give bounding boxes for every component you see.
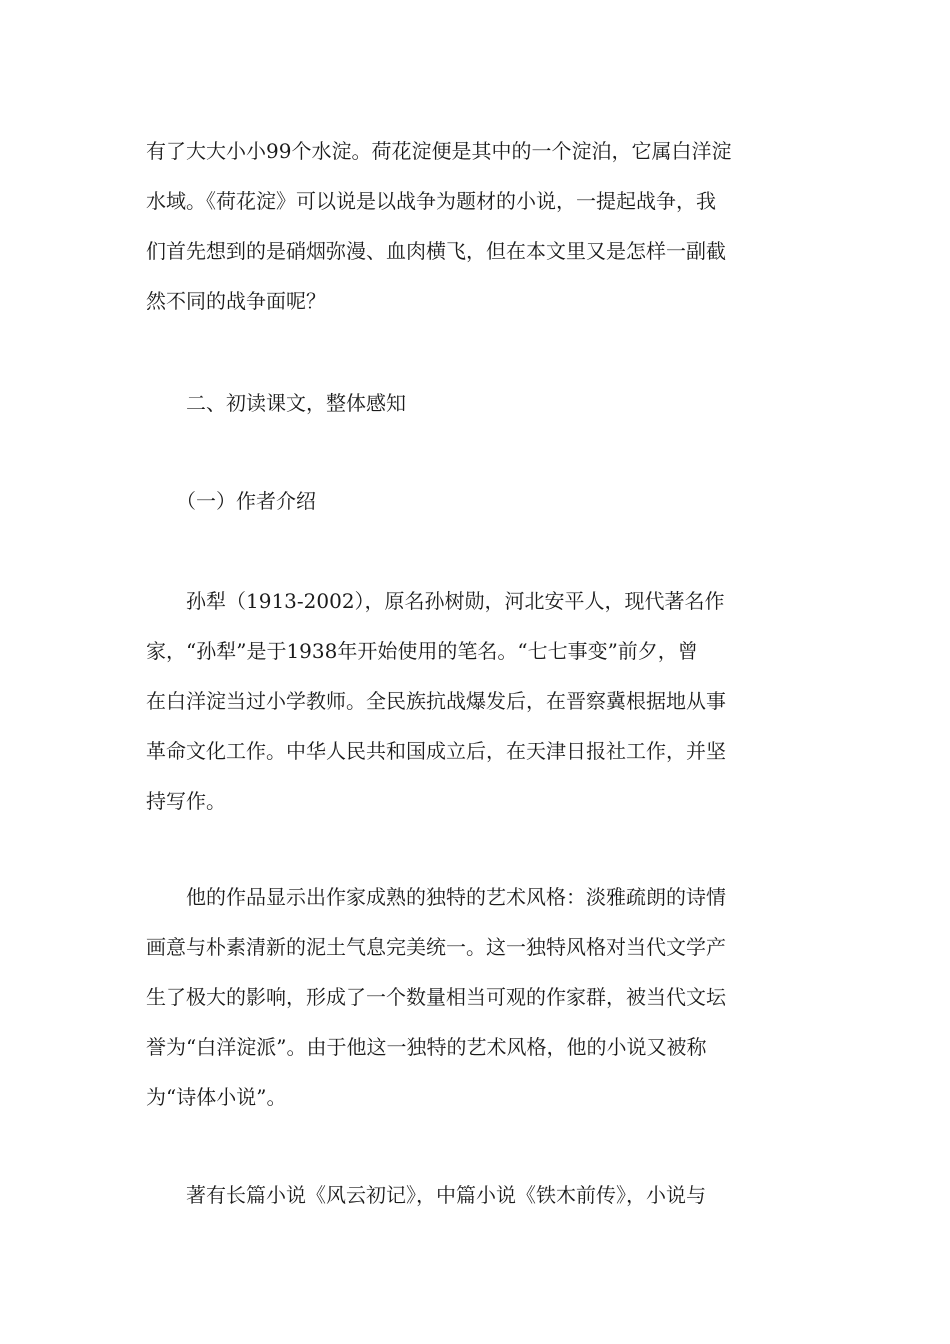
author-paragraph: 孙犁（1913-2002），原名孙树勋，河北安平人，现代著名作 家，“孙犁”是于1938年开始使用的笔名。“七七事变”前夕，曾 在白洋淀当过小学教师。全民族抗战爆发后，在晋察冀根据地从事 革命文化工作。中华人民共和国成立后，在天津日报社工作，并坚 持写作。	[146, 589, 726, 813]
intro-paragraph: 有了大大小小99个水淀。荷花淀便是其中的一个淀泊，它属白洋淀 水域。《荷花淀》可以说是以战争为题材的小说，一提起战争，我 们首先想到的是硝烟弥漫、血肉横飞，但在本文里又是怎样一副截 然不同的战争面呢？	[146, 139, 732, 313]
style-paragraph: 他的作品显示出作家成熟的独特的艺术风格：淡雅疏朗的诗情 画意与朴素清新的泥土气息完美统一。这一独特风格对当代文学产 生了极大的影响，形成了一个数量相当可观的作家群，被当代文坛 誉为“白洋淀派”。由于他这一独特的艺术风格，他的小说又被称 为“诗体小说”。	[146, 885, 726, 1109]
sub-heading: （一）作者介绍	[146, 489, 316, 513]
works-paragraph: 著有长篇小说《风云初记》，中篇小说《铁木前传》，小说与	[146, 1183, 706, 1207]
section-heading: 二、初读课文，整体感知	[146, 391, 406, 415]
